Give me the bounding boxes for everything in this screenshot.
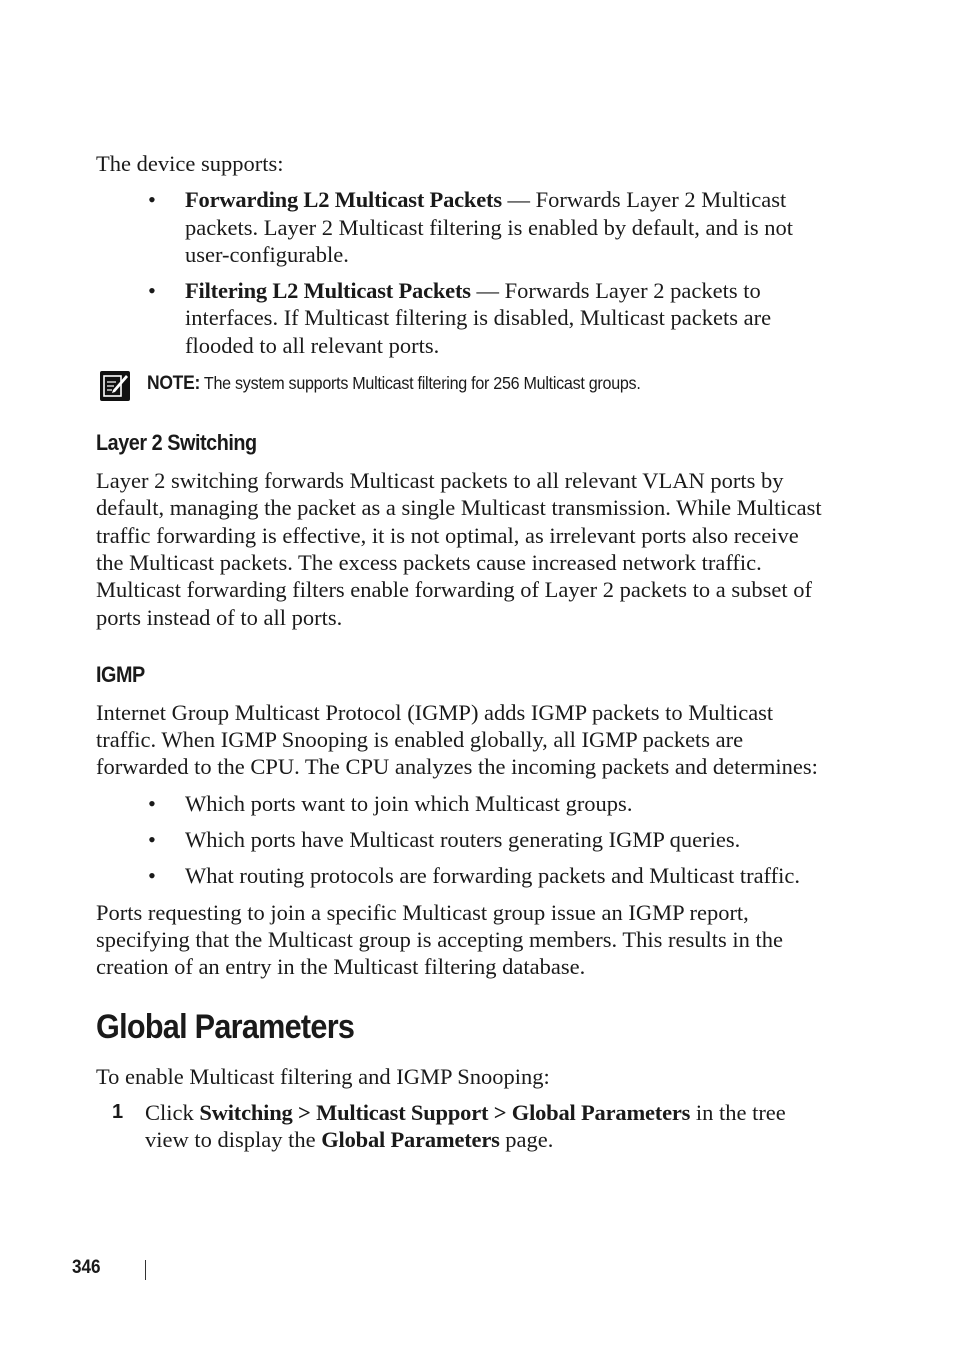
note-pencil-icon <box>100 371 130 401</box>
layer2-paragraph: Layer 2 switching forwards Multicast packets to all relevant VLAN ports by default, managing the packet as a single Multicast transmission. While Multicast traffic forwarding is effective, it is not optimal, as irrelevant ports also receive the Multicast packets. The excess packets cause increased network traffic. Multicast forwarding filters enable forwarding of Layer 2 packets to a subset of ports instead of to all ports. <box>96 468 822 630</box>
list-item <box>148 826 826 853</box>
list-item-text: Which ports want to join which Multicast groups. <box>185 790 633 816</box>
list-item <box>148 862 826 889</box>
step-middle: in the tree view to display the <box>145 1099 786 1153</box>
list-item-text: Which ports have Multicast routers generating IGMP queries. <box>185 827 741 853</box>
step-prefix: Click <box>145 1099 200 1125</box>
list-item-text: — Forwards Layer 2 packets to interfaces. If Multicast filtering is disabled, Multicast packets are flooded to all relevant ports. <box>185 278 772 358</box>
page-title: Global Parameters <box>96 1007 355 1046</box>
bullet-icon: • <box>148 187 156 213</box>
note-body: The system supports Multicast filtering for 256 Multicast groups. <box>200 373 641 394</box>
list-item-text: What routing protocols are forwarding packets and Multicast traffic. <box>185 863 801 889</box>
menu-path: Switching > Multicast Support > Global Parameters <box>199 1099 691 1125</box>
bullet-icon: • <box>148 863 156 889</box>
steps-list <box>96 1099 826 1154</box>
list-item <box>148 790 826 817</box>
list-item-text: — Forwards Layer 2 Multicast packets. Layer 2 Multicast filtering is enabled by default, and is not user-configurable. <box>185 187 793 267</box>
note-label: NOTE: <box>147 373 201 395</box>
page-number: 346 <box>72 1257 101 1278</box>
bullet-icon: • <box>148 827 156 853</box>
page-footer <box>72 1256 104 1282</box>
bullet-icon: • <box>148 278 156 304</box>
list-item <box>148 277 826 359</box>
section-heading-igmp: IGMP <box>96 661 145 687</box>
igmp-closing-paragraph: Ports requesting to join a specific Multicast group issue an IGMP report, specifying that the Multicast group is accepting members. This results in the creation of an entry in the Multicast filtering database. <box>96 899 783 980</box>
list-item-term: Filtering L2 Multicast Packets <box>185 278 471 304</box>
list-item-term: Forwarding L2 Multicast Packets <box>185 187 502 213</box>
section-heading-layer2: Layer 2 Switching <box>96 430 257 456</box>
list-item <box>148 186 826 268</box>
global-intro: To enable Multicast filtering and IGMP Snooping: <box>96 1063 550 1089</box>
supports-list <box>96 186 826 359</box>
step-item <box>112 1099 826 1154</box>
step-number: 1 <box>112 1100 124 1123</box>
note-callout <box>96 371 826 405</box>
intro-text: The device supports: <box>96 151 284 176</box>
document-page <box>96 150 826 1153</box>
footer-divider <box>145 1260 146 1280</box>
bullet-icon: • <box>148 790 156 816</box>
step-suffix: page. <box>499 1127 554 1153</box>
note-text <box>147 371 772 396</box>
page-name: Global Parameters <box>321 1127 500 1153</box>
igmp-list <box>96 790 826 890</box>
igmp-paragraph: Internet Group Multicast Protocol (IGMP) adds IGMP packets to Multicast traffic. When IGMP Snooping is enabled globally, all IGMP packets are forwarded to the CPU. The CPU analyzes the incoming packets and determines: <box>96 699 818 780</box>
